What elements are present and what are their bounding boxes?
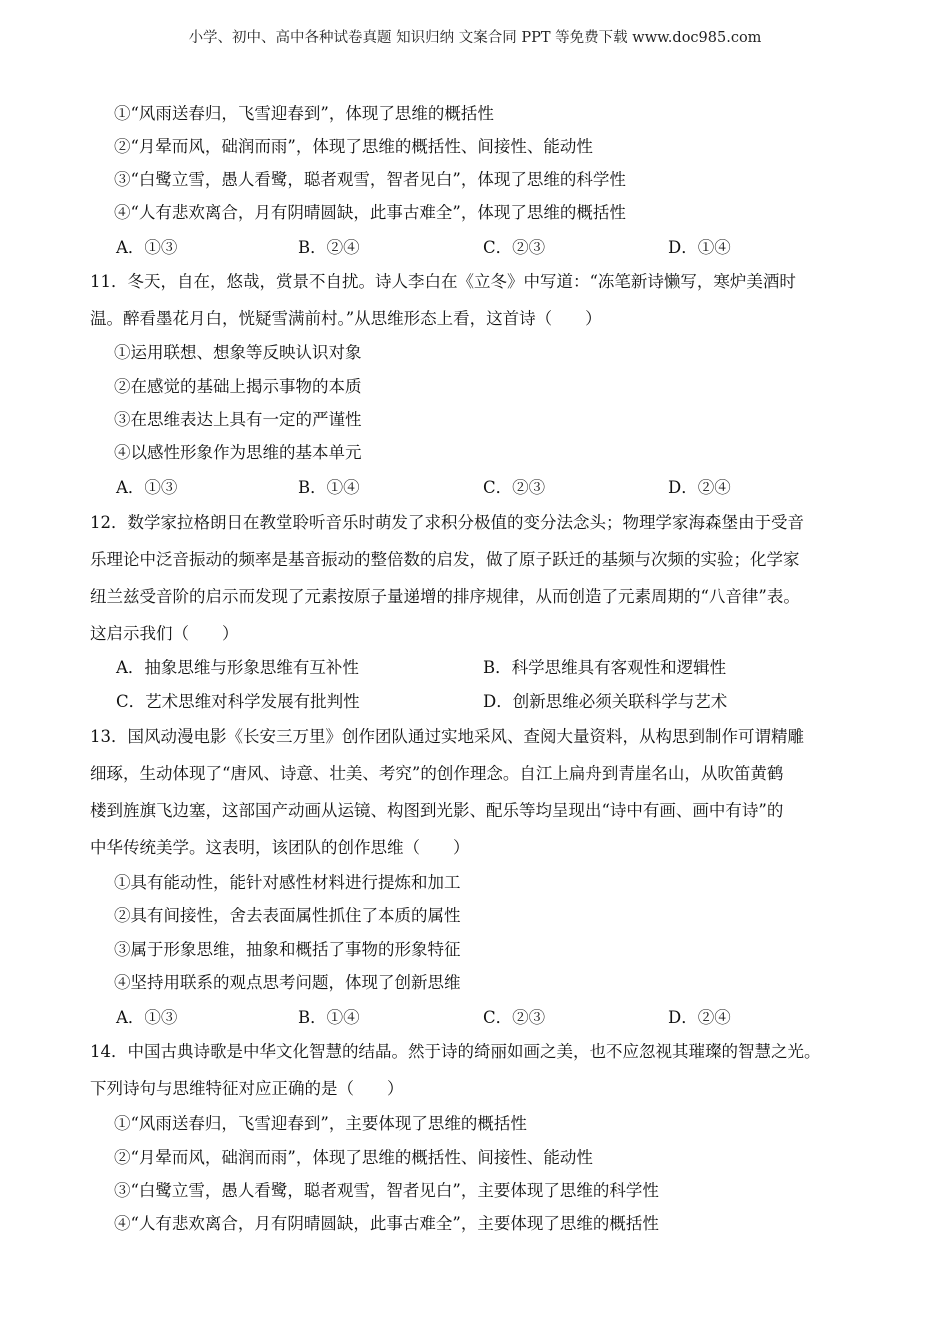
q13-item-1: ①具有能动性，能针对感性材料进行提炼和加工: [114, 873, 461, 892]
q10-item-4: ④“人有悲欢离合，月有阴晴圆缺，此事古难全”，体现了思维的概括性: [114, 203, 626, 222]
q12-stem-line-1: 12．数学家拉格朗日在教堂聆听音乐时萌发了求积分极值的变分法念头；物理学家海森堡由于受音: [90, 513, 804, 532]
q11-item-4: ④以感性形象作为思维的基本单元: [114, 443, 362, 462]
q13-stem-line-4: 中华传统美学。这表明，该团队的创作思维（ ）: [90, 838, 470, 857]
q11-stem-line-2: 温。醉看墨花月白，恍疑雪满前村。”从思维形态上看，这首诗（ ）: [90, 309, 602, 328]
q14-item-3: ③“白鹭立雪，愚人看鹭，聪者观雪，智者见白”，主要体现了思维的科学性: [114, 1181, 659, 1200]
q12-option-a: A．抽象思维与形象思维有互补性: [116, 658, 359, 677]
q13-option-d: D．②④: [668, 1008, 731, 1027]
q12-stem-line-4: 这启示我们（ ）: [90, 624, 239, 643]
q14-item-1: ①“风雨送春归，飞雪迎春到”，主要体现了思维的概括性: [114, 1114, 527, 1133]
q12-stem-line-2: 乐理论中泛音振动的频率是基音振动的整倍数的启发，做了原子跃迁的基频与次频的实验；化学家: [90, 550, 800, 569]
q10-option-b: B．②④: [298, 238, 360, 257]
q10-option-a: A．①③: [116, 238, 178, 257]
q12-option-d: D．创新思维必须关联科学与艺术: [483, 692, 728, 711]
q11-option-b: B．①④: [298, 478, 360, 497]
q11-option-a: A．①③: [116, 478, 178, 497]
q12-option-b: B．科学思维具有客观性和逻辑性: [483, 658, 727, 677]
q13-option-c: C．②③: [483, 1008, 546, 1027]
q12-option-c: C．艺术思维对科学发展有批判性: [116, 692, 360, 711]
q10-option-c: C．②③: [483, 238, 546, 257]
q11-item-2: ②在感觉的基础上揭示事物的本质: [114, 377, 362, 396]
q10-item-3: ③“白鹭立雪，愚人看鹭，聪者观雪，智者见白”，体现了思维的科学性: [114, 170, 626, 189]
q11-item-1: ①运用联想、想象等反映认识对象: [114, 343, 362, 362]
q13-option-a: A．①③: [116, 1008, 178, 1027]
q10-option-d: D．①④: [668, 238, 731, 257]
q14-item-2: ②“月晕而风，础润而雨”，体现了思维的概括性、间接性、能动性: [114, 1148, 593, 1167]
q13-stem-line-3: 楼到旌旗飞边塞，这部国产动画从运镜、构图到光影、配乐等均呈现出“诗中有画、画中有诗”的: [90, 801, 784, 820]
q11-option-d: D．②④: [668, 478, 731, 497]
q13-item-3: ③属于形象思维，抽象和概括了事物的形象特征: [114, 940, 461, 959]
q13-stem-line-1: 13．国风动漫电影《长安三万里》创作团队通过实地采风、查阅大量资料，从构思到制作可谓精雕: [90, 727, 804, 746]
page-header: 小学、初中、高中各种试卷真题 知识归纳 文案合同 PPT 等免费下载 www.doc985.com: [188, 30, 762, 46]
q13-stem-line-2: 细琢，生动体现了“唐风、诗意、壮美、考究”的创作理念。自江上扁舟到青崖名山，从吹笛黄鹤: [90, 764, 784, 783]
q14-stem-line-1: 14．中国古典诗歌是中华文化智慧的结晶。然于诗的绮丽如画之美，也不应忽视其璀璨的智慧之光。: [90, 1042, 821, 1061]
q13-item-4: ④坚持用联系的观点思考问题，体现了创新思维: [114, 973, 461, 992]
q14-item-4: ④“人有悲欢离合，月有阴晴圆缺，此事古难全”，主要体现了思维的概括性: [114, 1214, 659, 1233]
q11-item-3: ③在思维表达上具有一定的严谨性: [114, 410, 362, 429]
q12-stem-line-3: 纽兰兹受音阶的启示而发现了元素按原子量递增的排序规律，从而创造了元素周期的“八音律”表。: [90, 587, 800, 606]
q13-option-b: B．①④: [298, 1008, 360, 1027]
q10-item-2: ②“月晕而风，础润而雨”，体现了思维的概括性、间接性、能动性: [114, 137, 593, 156]
q14-stem-line-2: 下列诗句与思维特征对应正确的是（ ）: [90, 1079, 404, 1098]
q11-option-c: C．②③: [483, 478, 546, 497]
q10-item-1: ①“风雨送春归，飞雪迎春到”，体现了思维的概括性: [114, 104, 494, 123]
q11-stem-line-1: 11．冬天，自在，悠哉，赏景不自扰。诗人李白在《立冬》中写道：“冻笔新诗懒写，寒炉美酒时: [90, 272, 796, 291]
q13-item-2: ②具有间接性，舍去表面属性抓住了本质的属性: [114, 906, 461, 925]
